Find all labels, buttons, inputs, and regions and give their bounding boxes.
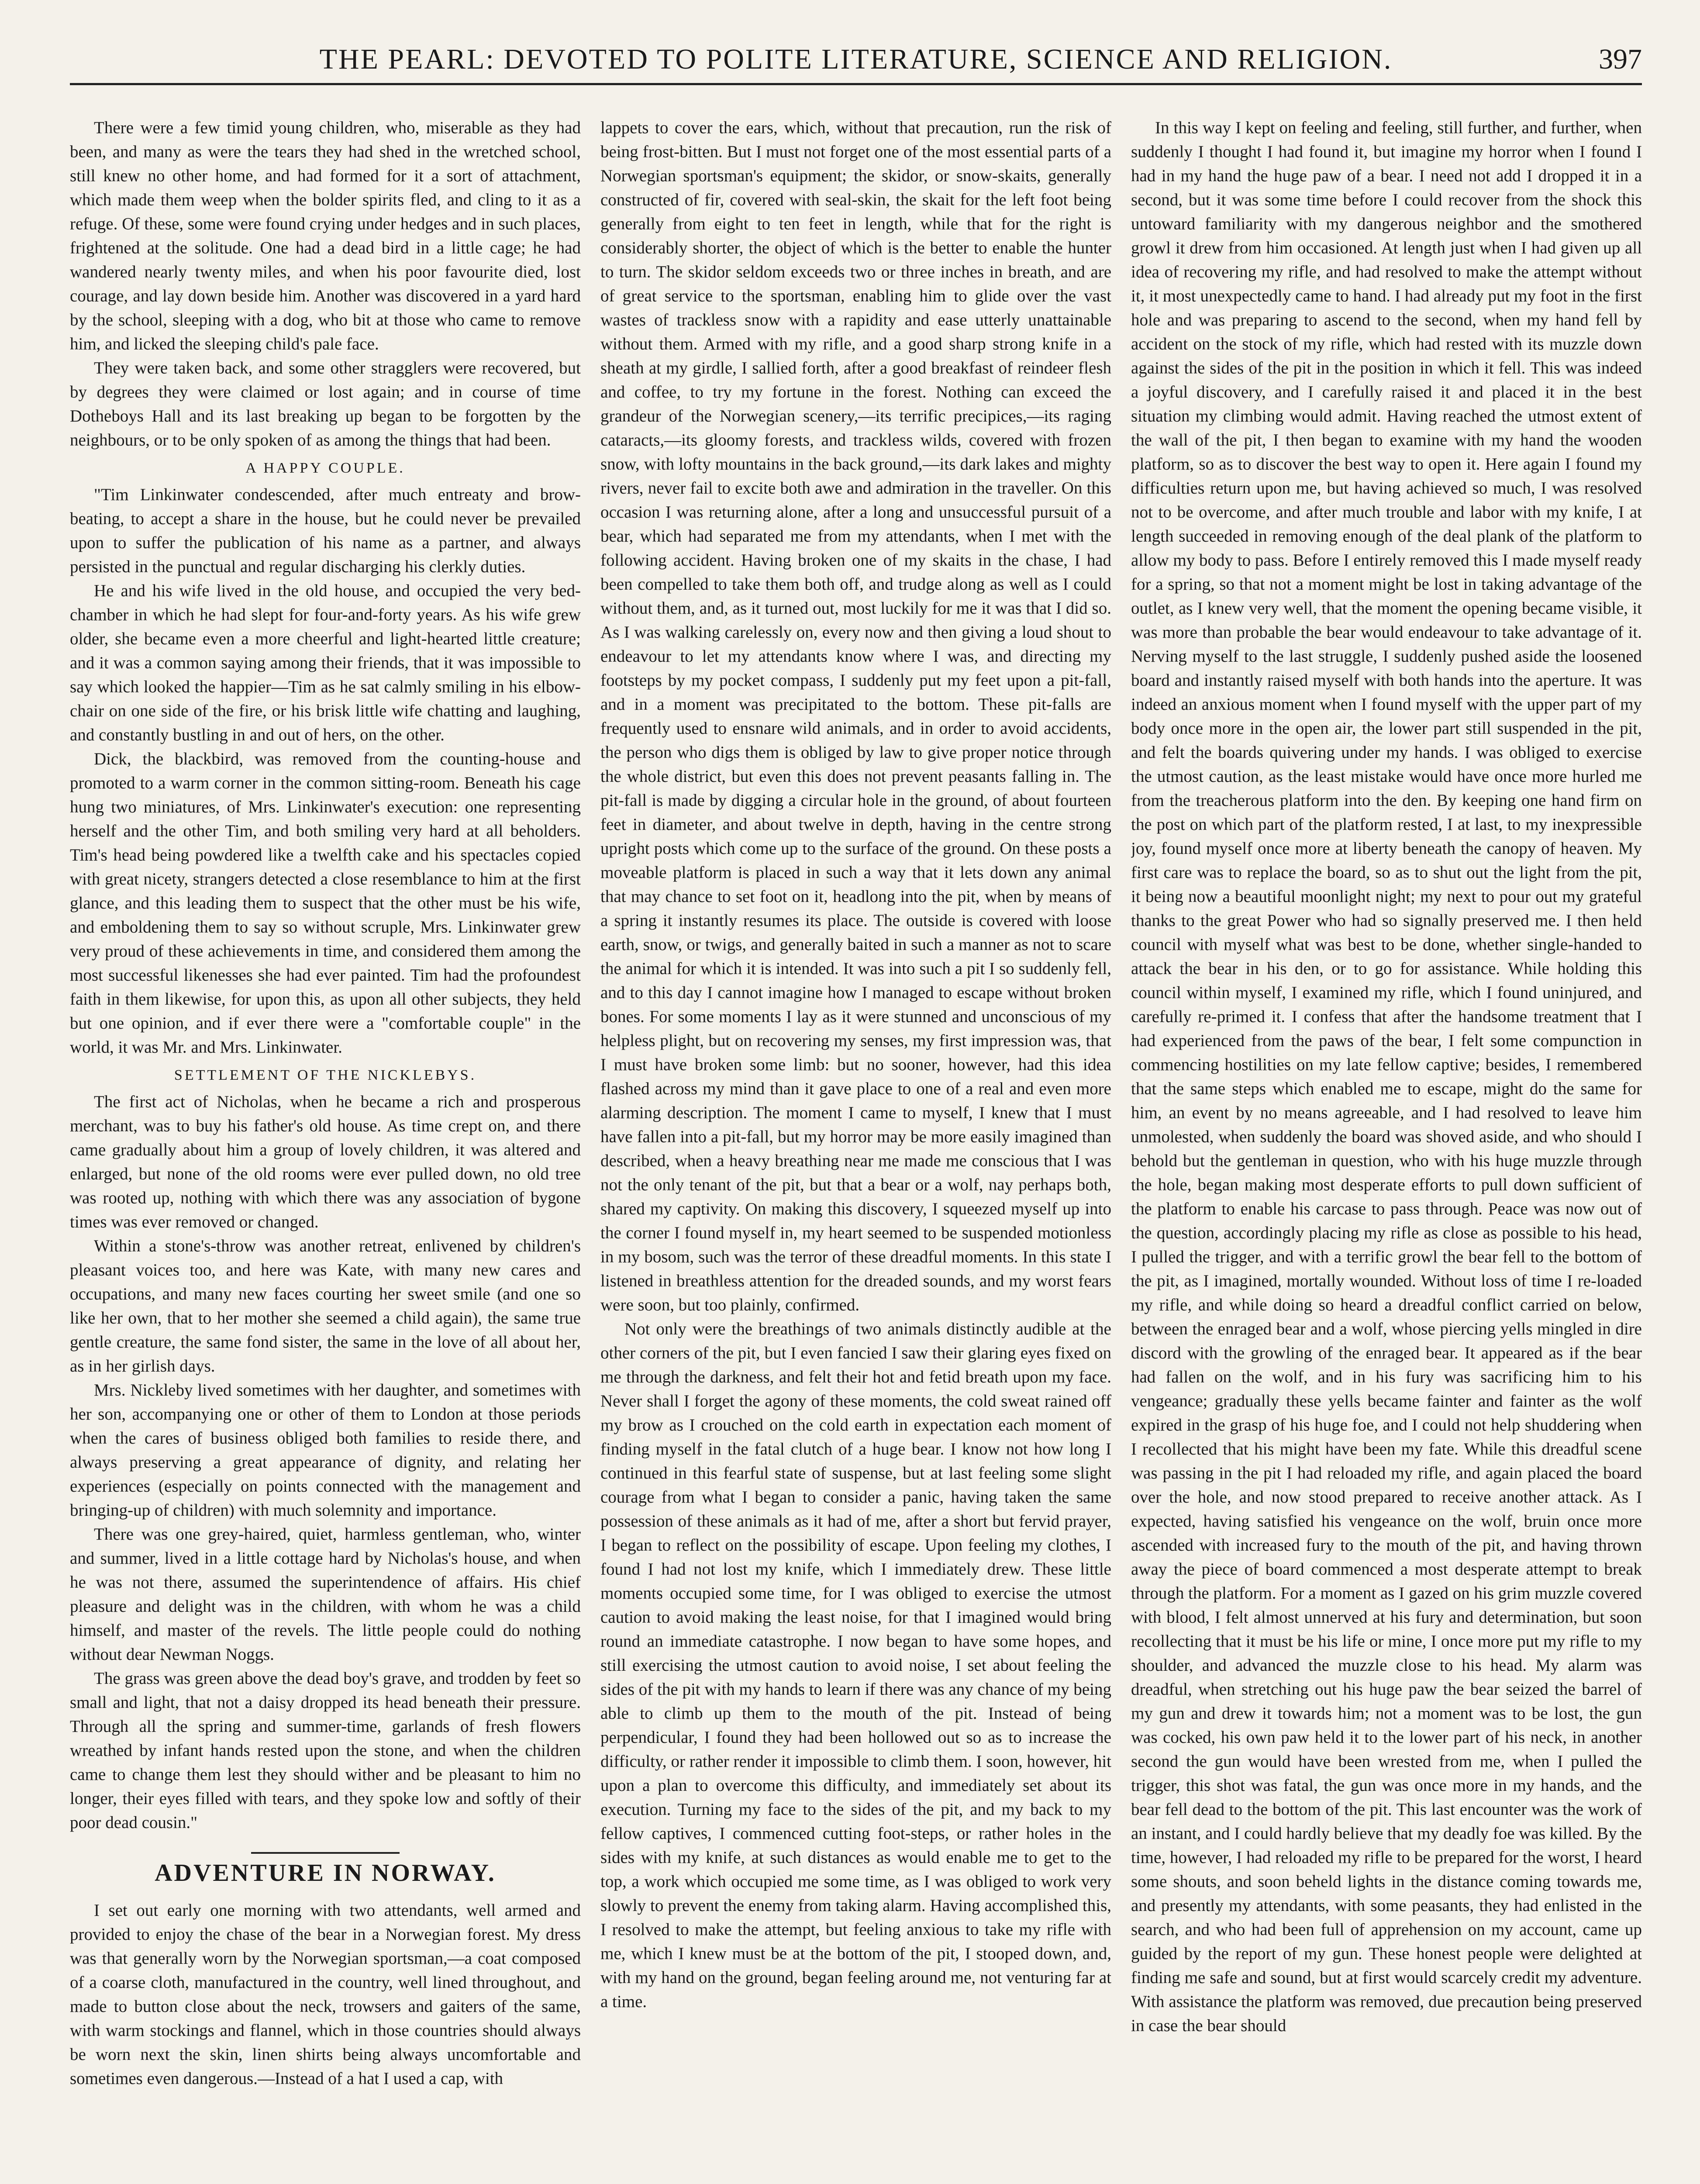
paragraph: He and his wife lived in the old house, and occupied the very bed-chamber in which he had slept for four-and-forty years. As his wife grew older, she became even a more cheerful and light-hearted little creature; and it was a common saying among their friends, that it was impossible to say which looked the happier—Tim as he sat calmly smiling in his elbow-chair on one side of the fire, or his brisk little wife chatting and laughing, and constantly bustling in and out of hers, on the other. [70, 581, 581, 744]
paragraph: lappets to cover the ears, which, without that precaution, run the risk of being frost-bitten. But I must not forget one of the most essential parts of a Norwegian sportsman's equipment; the skidor, or snow-skaits, generally constructed of fir, covered with seal-skin, the skait for the left foot being generally from eight to ten feet in length, while that for the right is considerably shorter, the object of which is the better to enable the hunter to turn. The skidor seldom exceeds two or three inches in breath, and are of great service to the sportsman, enabling him to glide over the vast wastes of trackless snow with a rapidity and ease utterly unattainable without them. Armed with my rifle, and a good sharp strong knife in a sheath at my girdle, I sallied forth, after a good breakfast of reindeer flesh and coffee, to try my fortune in the forest. Nothing can exceed the grandeur of the Norwegian scenery,—its terrific precipices,—its raging cataracts,—its gloomy forests, and trackless wilds, covered with frozen snow, with lofty mountains in the back ground,—its dark lakes and mighty rivers, never fail to excite both awe and admiration in the traveller. On this occasion I was returning alone, after a long and unsuccessful pursuit of a bear, which had separated me from my attendants, when I met with the following accident. Having broken one of my skaits in the chase, I had been compelled to take them both off, and trudge along as well as I could without them, and, as it turned out, most luckily for me it was that I did so. As I was walking carelessly on, every now and then giving a loud shout to endeavour to let my attendants know where I was, and directing my footsteps by my pocket compass, I suddenly put my feet upon a pit-fall, and in a moment was precipitated to the bottom. These pit-falls are frequently used to ensnare wild animals, and in order to avoid accidents, the person who digs them is obliged by law to give proper notice through the whole district, but even this does not prevent peasants falling in. The pit-fall is made by digging a circular hole in the ground, of about fourteen feet in diameter, and about twelve in depth, having in the centre strong upright posts which come up to the surface of the ground. On these posts a moveable platform is placed in such a way that it lets down any animal that may chance to set foot on it, headlong into the pit, when by means of a spring it instantly resumes its place. The outside is covered with loose earth, snow, or twigs, and generally baited in such a manner as not to scare the animal for which it is intended. It was into such a pit I so suddenly fell, and to this day I cannot imagine how I managed to escape without broken bones. For some moments I lay as it were stunned and unconscious of my helpless plight, but on recovering my senses, my first impression was, that I must have broken some limb: but no sooner, however, had this idea flashed across my mind than it gave place to one of a real and even more alarming description. The moment I came to myself, I knew that I must have fallen into a pit-fall, but my horror may be more easily imagined than described, when a heavy breathing near me made me conscious that I was not the only tenant of the pit, but that a bear or a wolf, nay perhaps both, shared my captivity. On making this discovery, I squeezed myself up into the corner I found myself in, my heart seemed to be suspended motionless in my bosom, such was the terror of these dreadful moments. In this state I listened in breathless attention for the dreaded sounds, and my worst fears were soon, but too plainly, confirmed. [600, 118, 1111, 1314]
section-subheading: SETTLEMENT OF THE NICKLEBYS. [174, 1067, 477, 1083]
paragraph: There were a few timid young children, who, miserable as they had been, and many as were the tears they had shed in the wretched school, still knew no other home, and had formed for it a sort of attachment, which made them weep when the bolder spirits fled, and cling to it as a refuge. Of these, some were found crying under hedges and in such places, frightened at the solitude. One had a dead bird in a little cage; he had wandered nearly twenty miles, and when his poor favourite died, lost courage, and lay down beside him. Another was discovered in a yard hard by the school, sleeping with a dog, who bit at those who came to remove him, and licked the sleeping child's pale face. [70, 118, 581, 353]
section-divider [251, 1852, 400, 1854]
paragraph: The grass was green above the dead boy's grave, and trodden by feet so small and light, that not a daisy dropped its head beneath their pressure. Through all the spring and summer-time, garlands of fresh flowers wreathed by infant hands rested upon the stone, and when the children came to change them lest they should wither and be pleasant to him no longer, their eyes filled with tears, and they spoke low and softly of their poor dead cousin." [70, 1669, 581, 1832]
section-subheading: A HAPPY COUPLE. [245, 460, 405, 476]
column-1 [70, 116, 581, 2184]
paragraph: In this way I kept on feeling and feeling, still further, and further, when suddenly I thought I had found it, but imagine my horror when I found I had in my hand the huge paw of a bear. I need not add I dropped it in a second, but it was some time before I could recover from the shock this untoward familiarity with my dangerous neighbor and the smothered growl it drew from him occasioned. At length just when I had given up all idea of recovering my rifle, and had resolved to make the attempt without it, it most unexpectedly came to hand. I had already put my foot in the first hole and was preparing to ascend to the second, when my hand fell by accident on the stock of my rifle, which had rested with its muzzle down against the sides of the pit in the position in which it fell. This was indeed a joyful discovery, and I carefully raised it and placed it in the best situation my climbing would admit. Having reached the utmost extent of the wall of the pit, I then began to examine with my hand the wooden platform, so as to discover the best way to open it. Here again I found my difficulties return upon me, but having achieved so much, I was resolved not to be overcome, and after much trouble and labor with my knife, I at length succeeded in removing enough of the deal plank of the platform to allow my body to pass. Before I entirely removed this I made myself ready for a spring, so that not a moment might be lost in taking advantage of the outlet, as I knew very well, that the moment the opening became visible, it was more than probable the bear would endeavour to take advantage of it. Nerving myself to the last struggle, I suddenly pushed aside the loosened board and instantly raised myself with both hands into the aperture. It was indeed an anxious moment when I found myself with the upper part of my body once more in the open air, the lower part still suspended in the pit, and felt the boards quivering under my hands. I was obliged to exercise the utmost caution, as the least mistake would have once more hurled me from the treacherous platform into the den. By keeping one hand firm on the post on which part of the platform rested, I at last, to my inexpressible joy, found myself once more at liberty beneath the canopy of heaven. My first care was to replace the board, so as to shut out the light from the pit, it being now a beautiful moonlight night; my next to pour out my grateful thanks to the great Power who had so signally preserved me. I then held council with myself what was best to be done, whether single-handed to attack the bear in his den, or to go for assistance. While holding this council within myself, I examined my rifle, which I found uninjured, and carefully re-primed it. I confess that after the handsome treatment that I had experienced from the paws of the bear, I felt some compunction in commencing hostilities on my late fellow captive; besides, I remembered that the same steps which enabled me to escape, might do the same for him, an event by no means agreeable, and I had resolved to leave him unmolested, when suddenly the board was shoved aside, and who should I behold but the gentleman in question, who with his huge muzzle through the hole, began making most desperate efforts to pull down sufficient of the platform to enable his carcase to pass through. Peace was now out of the question, accordingly placing my rifle as close as possible to his head, I pulled the trigger, and with a terrific growl the bear fell to the bottom of the pit, as I imagined, mortally wounded. Without loss of time I re-loaded my rifle, and while doing so heard a dreadful conflict carried on below, between the enraged bear and a wolf, whose piercing yells mingled in dire discord with the growling of the enraged bear. It appeared as if the bear had fallen on the wolf, and in his fury was sacrificing him to his vengeance; gradually these yells became fainter and fainter as the wolf expired in the grasp of his huge foe, and I could not help shuddering when I recollected that his might have been my fate. While this dreadful scene was passing in the pit I had reloaded my rifle, and again placed the board over the hole, and now stood prepared to receive another attack. As I expected, having satisfied his vengeance on the wolf, bruin once more ascended with increased fury to the mouth of the pit, and having thrown away the piece of board commenced a most desperate attempt to break through the platform. For a moment as I gazed on his grim muzzle covered with blood, I felt almost unnerved at his fury and determination, but soon recollecting that it must be his life or mine, I once more put my rifle to my shoulder, and advanced the muzzle close to his head. My alarm was dreadful, when stretching out his huge paw the bear seized the barrel of my gun and drew it towards him; not a moment was to be lost, the gun was cocked, his own paw held it to the lower part of his neck, in another second the gun would have been wrested from me, when I pulled the trigger, this shot was fatal, the gun was once more in my hands, and the bear fell dead to the bottom of the pit. This last encounter was the work of an instant, and I could hardly believe that my deadly foe was killed. By the time, however, I had reloaded my rifle to be prepared for the worst, I heard some shouts, and soon beheld lights in the distance coming towards me, and presently my attendants, with some peasants, they had enlisted in the search, and who had been full of apprehension on my account, came up guided by the report of my gun. These honest people were delighted at finding me safe and sound, but at first would scarcely credit my adventure. With assistance the platform was removed, due precaution being preserved in case the bear should [1131, 118, 1642, 2035]
column-3 [1131, 116, 1642, 2184]
paragraph: Not only were the breathings of two animals distinctly audible at the other corners of the pit, but I even fancied I saw their glaring eyes fixed on me through the darkness, and felt their hot and fetid breath upon my face. Never shall I forget the agony of these moments, the cold sweat rained off my brow as I crouched on the cold earth in expectation each moment of finding myself in the fatal clutch of a huge bear. I know not how long I continued in this fearful state of suspense, but at last feeling some slight courage from what I began to consider a panic, having taken the same possession of these animals as it had of me, after a short but fervid prayer, I began to reflect on the possibility of escape. Upon feeling my clothes, I found I had not lost my knife, which I immediately drew. These little moments occupied some time, for I was obliged to exercise the utmost caution to avoid making the least noise, for that I imagined would bring round an immediate catastrophe. I now began to have some hopes, and still exercising the utmost caution to avoid noise, I set about feeling the sides of the pit with my hands to learn if there was any chance of my being able to climb up them to the mouth of the pit. Instead of being perpendicular, I found they had been hollowed out so as to increase the difficulty, or rather render it impossible to climb them. I soon, however, hit upon a plan to overcome this difficulty, and immediately set about its execution. Turning my face to the sides of the pit, and my back to my fellow captives, I commenced cutting foot-steps, or rather holes in the sides with my knife, at such distances as would enable me to get to the top, a work which occupied me some time, as I was obliged to work very slowly to prevent the enemy from taking alarm. Having accomplished this, I resolved to make the attempt, but feeling anxious to take my rifle with me, which I knew must be at the bottom of the pit, I stooped down, and, with my hand on the ground, began feeling around me, not venturing far at a time. [600, 1320, 1111, 2011]
paragraph: They were taken back, and some other stragglers were recovered, but by degrees they were claimed or lost again; and in course of time Dotheboys Hall and its last breaking up began to be forgotten by the neighbours, or to be only spoken of as among the things that had been. [70, 359, 581, 449]
text-columns [70, 116, 1642, 2184]
page-header [70, 31, 1642, 85]
paragraph: Dick, the blackbird, was removed from the counting-house and promoted to a warm corner in the common sitting-room. Beneath his cage hung two miniatures, of Mrs. Linkinwater's execution: one representing herself and the other Tim, and both smiling very hard at all beholders. Tim's head being powdered like a twelfth cake and his spectacles copied with great nicety, strangers detected a close resemblance to him at the first glance, and this leading them to suspect that the other must be his wife, and emboldening them to say so without scruple, Mrs. Linkinwater grew very proud of these achievements in time, and considered them among the most successful likenesses she had ever painted. Tim had the profoundest faith in them likewise, for upon this, as upon all other subjects, they held but one opinion, and if ever there were a "comfortable couple" in the world, it was Mr. and Mrs. Linkinwater. [70, 750, 581, 1057]
paragraph: I set out early one morning with two attendants, well armed and provided to enjoy the chase of the bear in a Norwegian forest. My dress was that generally worn by the Norwegian sportsman,—a coat composed of a coarse cloth, manufactured in the country, well lined throughout, and made to button close about the neck, trowsers and gaiters of the same, with warm stockings and flannel, which in those countries should always be worn next the skin, linen shirts being always uncomfortable and sometimes even dangerous.—Instead of a hat I used a cap, with [70, 1901, 581, 2088]
journal-title: THE PEARL: DEVOTED TO POLITE LITERATURE, SCIENCE AND RELIGION. [319, 43, 1393, 75]
story-heading: ADVENTURE IN NORWAY. [155, 1859, 496, 1887]
paragraph: There was one grey-haired, quiet, harmless gentleman, who, winter and summer, lived in a little cottage hard by Nicholas's house, and when he was not there, assumed the superintendence of affairs. His chief pleasure and delight was in the children, with whom he was a child himself, and master of the revels. The little people could do nothing without dear Newman Noggs. [70, 1525, 581, 1664]
column-2 [600, 116, 1111, 2184]
paragraph: The first act of Nicholas, when he became a rich and prosperous merchant, was to buy his father's old house. As time crept on, and there came gradually about him a group of lovely children, it was altered and enlarged, but none of the old rooms were ever pulled down, no old tree was rooted up, nothing with which there was any association of bygone times was ever removed or changed. [70, 1092, 581, 1231]
paragraph: Mrs. Nickleby lived sometimes with her daughter, and sometimes with her son, accompanying one or other of them to London at those periods when the cares of business obliged both families to reside there, and always preserving a great appearance of dignity, and relating her experiences (especially on points connected with the management and bringing-up of children) with much solemnity and importance. [70, 1381, 581, 1520]
page-number: 397 [1599, 43, 1642, 75]
paragraph: Within a stone's-throw was another retreat, enlivened by children's pleasant voices too, and here was Kate, with many new cares and occupations, and many new faces courting her sweet smile (and one so like her own, that to her mother she seemed a child again), the same true gentle creature, the same fond sister, the same in the love of all about her, as in her girlish days. [70, 1237, 581, 1375]
paragraph: "Tim Linkinwater condescended, after much entreaty and brow-beating, to accept a share in the house, but he could never be prevailed upon to suffer the publication of his name as a partner, and always persisted in the punctual and regular discharging his clerkly duties. [70, 485, 581, 576]
